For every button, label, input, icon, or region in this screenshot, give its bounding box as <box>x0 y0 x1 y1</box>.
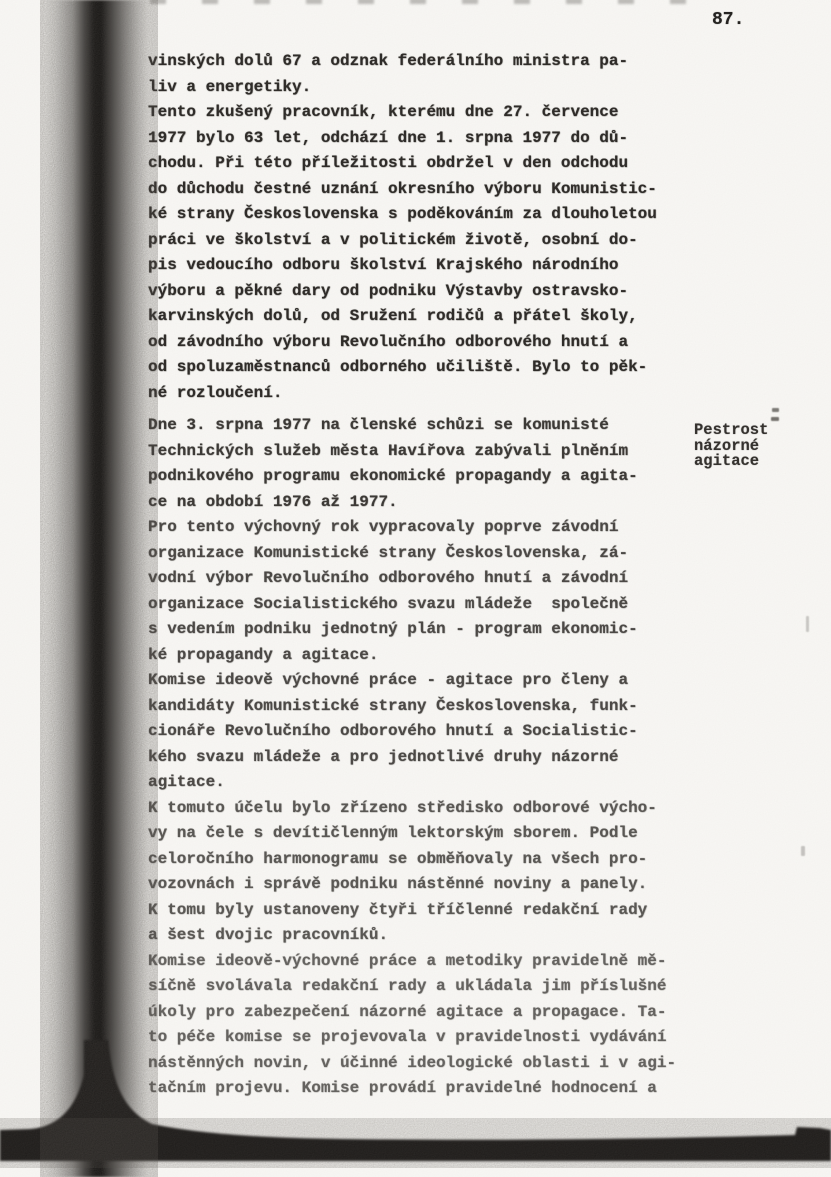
margin-note-line: názorné <box>694 436 760 455</box>
text-line: cionáře Revolučního odborového hnutí a Socialistic- <box>148 722 638 740</box>
scan-speck <box>801 846 805 856</box>
text-line: a šest dvojic pracovníků. <box>148 926 389 944</box>
text-line: podnikového programu ekonomické propagandy a agita- <box>148 467 638 485</box>
text-line: do důchodu čestné uznání okresního výboru Komunistic- <box>148 179 657 198</box>
text-line: Dne 3. srpna 1977 na členské schůzi se komunisté <box>148 416 609 434</box>
text-line: ké strany Československa s poděkováním za dlouholetou <box>148 205 657 223</box>
scan-speck <box>772 408 779 412</box>
paragraph <box>148 100 716 406</box>
text-line: nástěnných novin, v účinné ideologické oblasti i v agi- <box>148 1053 677 1072</box>
text-line: práci ve školství a v politickém životě, osobní do- <box>148 230 638 249</box>
text-line: 1977 bylo 63 let, odchází dne 1. srpna 1977 do dů- <box>148 128 629 147</box>
text-line: chodu. Při této příležitosti obdržel v den odchodu <box>148 154 629 172</box>
scan-speck <box>806 616 809 632</box>
text-line: ké propagandy a agitace. <box>148 645 379 664</box>
text-line: Pro tento výchovný rok vypracovaly poprve závodní <box>148 518 619 536</box>
text-line: výboru a pěkné dary od podniku Výstavby ostravsko- <box>148 281 629 300</box>
text-line: to péče komise se projevovala v pravidelnosti vydávání <box>148 1028 667 1046</box>
text-line: od spoluzaměstnanců odborného učiliště. Bylo to pěk- <box>148 358 648 376</box>
paragraph <box>148 796 716 949</box>
paragraph <box>148 413 716 515</box>
text-line: síčně svolávala redakční rady a ukládala jim příslušné <box>148 977 667 995</box>
text-line: né rozloučení. <box>148 383 283 402</box>
text-line: vinských dolů 67 a odznak federálního ministra pa- <box>148 52 629 70</box>
text-line: Komise ideově-výchovné práce a metodiky pravidelně mě- <box>148 951 667 970</box>
text-line: vy na čele s devítičlenným lektorským sborem. Podle <box>148 824 638 842</box>
text-line: úkoly pro zabezpečení názorné agitace a propagace. Ta- <box>148 1002 667 1021</box>
paragraph <box>148 668 716 796</box>
text-line: Tento zkušený pracovník, kterému dne 27. července <box>148 103 619 121</box>
text-line: K tomuto účelu bylo zřízeno středisko odborové výcho- <box>148 798 657 817</box>
top-edge-artifact <box>150 0 695 4</box>
text-line: vozovnách i správě podniku nástěnné noviny a panely. <box>148 875 648 893</box>
text-line: pis vedoucího odboru školství Krajského národního <box>148 256 619 274</box>
text-line: Technických služeb města Havířova zabývali plněním <box>148 441 629 460</box>
text-line: Komise ideově výchovné práce - agitace pro členy a <box>148 671 629 689</box>
text-line: karvinských dolů, od Sružení rodičů a přátel školy, <box>148 307 638 325</box>
text-line: od závodního výboru Revolučního odborového hnutí a <box>148 332 629 351</box>
paragraph <box>148 49 716 100</box>
page-number: 87. <box>712 10 745 30</box>
page-bottom-edge <box>0 1040 831 1177</box>
text-line: celoročního harmonogramu se obměňovaly na všech pro- <box>148 849 648 868</box>
book-spine-shadow <box>46 0 148 1177</box>
margin-note <box>694 423 768 470</box>
text-line: tačním projevu. Komise provádí pravidelné hodnocení a <box>148 1079 657 1097</box>
text-line: ce na období 1976 až 1977. <box>148 492 398 511</box>
text-line: kandidáty Komunistické strany Československa, funk- <box>148 696 638 715</box>
scan-speck <box>771 417 779 421</box>
text-line: organizace Socialistického svazu mládeže společně <box>148 594 629 613</box>
text-line: s vedením podniku jednotný plán - program ekonomic- <box>148 620 638 638</box>
text-line: kého svazu mládeže a pro jednotlivé druhy názorné <box>148 747 619 766</box>
text-column <box>148 49 716 1102</box>
text-line: liv a energetiky. <box>148 77 312 96</box>
margin-note-line: Pestrost <box>694 421 769 439</box>
text-line: vodní výbor Revolučního odborového hnutí a závodní <box>148 569 629 587</box>
text-line: K tomu byly ustanoveny čtyři tříčlenné redakční rady <box>148 900 648 919</box>
text-line: organizace Komunistické strany Československa, zá- <box>148 543 629 562</box>
margin-note-line: agitace <box>694 452 760 470</box>
paragraph <box>148 515 716 668</box>
text-line: agitace. <box>148 773 225 791</box>
